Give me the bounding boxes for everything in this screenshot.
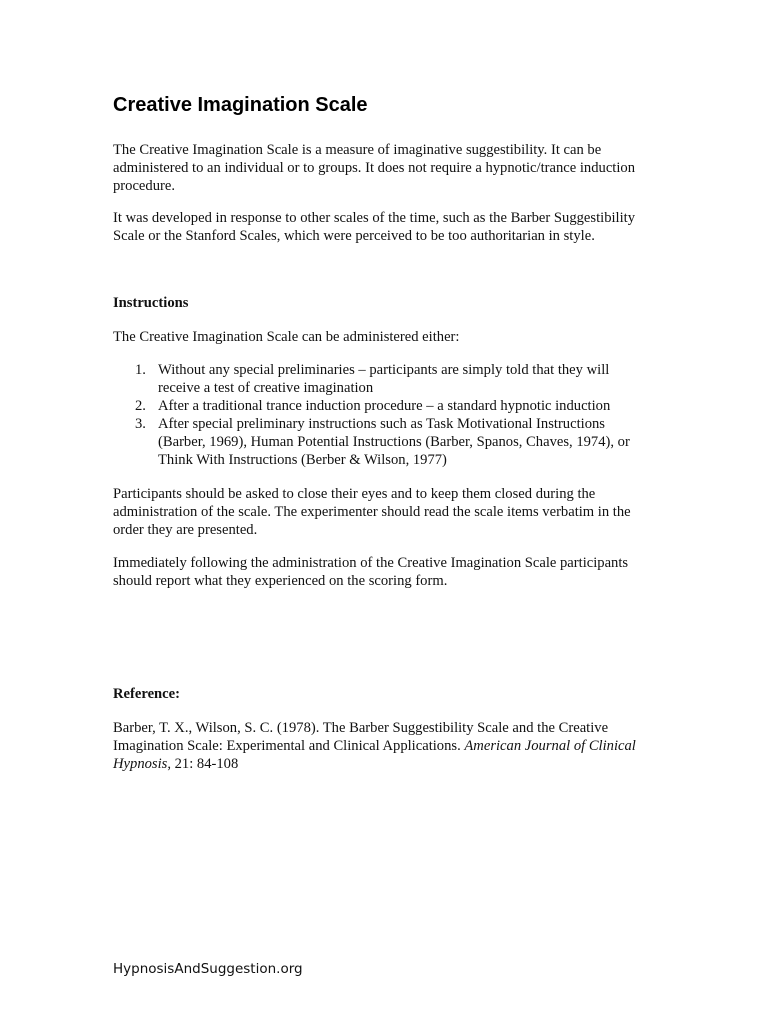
text-line: Scale or the Stanford Scales, which were perceived to be too authoritarian in style. [113,228,595,244]
text-line: administered to an individual or to groups. It does not require a hypnotic/trance induction [113,160,636,176]
instructions-lead [113,328,673,346]
text-line: administration of the scale. The experimenter should read the scale items verbatim in the [113,504,631,520]
text-line: After a traditional trance induction procedure – a standard hypnotic induction [158,398,611,414]
closing-paragraph-2 [113,554,673,590]
list-item [113,397,673,415]
text-line: After special preliminary instructions such as Task Motivational Instructions [158,416,605,432]
intro-paragraph-1 [113,141,673,195]
text-line: Think With Instructions (Berber & Wilson, 1977) [158,452,447,468]
list-item [113,361,673,397]
text-line: receive a test of creative imagination [158,380,374,396]
list-item-number: 3. [135,416,146,432]
citation-text: Imagination Scale: Experimental and Clinical Applications. [113,738,465,754]
document-title: Creative Imagination Scale [113,94,368,116]
citation-text: , 21: 84-108 [167,756,239,772]
closing-paragraph-1 [113,485,673,539]
reference-citation [113,719,673,773]
list-item [113,415,673,469]
text-line: Barber, T. X., Wilson, S. C. (1978). The Barber Suggestibility Scale and the Creative [113,720,609,736]
text-line: (Barber, 1969), Human Potential Instructions (Barber, Spanos, Chaves, 1974), or [158,434,630,450]
text-line [113,737,673,755]
list-item-number: 2. [135,398,146,414]
text-line: should report what they experienced on the scoring form. [113,573,448,589]
text-line: Without any special preliminaries – participants are simply told that they will [158,362,610,378]
footer-site-name: HypnosisAndSuggestion.org [113,961,303,977]
text-line: order they are presented. [113,522,258,538]
text-line: The Creative Imagination Scale can be administered either: [113,329,460,345]
journal-name: Hypnosis [113,756,168,772]
text-line: procedure. [113,178,175,194]
intro-paragraph-2 [113,209,673,245]
reference-heading: Reference: [113,686,180,702]
text-line [113,755,673,773]
journal-name: American Journal of Clinical [464,738,636,754]
text-line: The Creative Imagination Scale is a measure of imaginative suggestibility. It can be [113,142,602,158]
instructions-heading: Instructions [113,295,189,311]
list-item-number: 1. [135,362,146,378]
text-line: Participants should be asked to close their eyes and to keep them closed during the [113,486,596,502]
instructions-list [113,361,673,469]
text-line: Immediately following the administration of the Creative Imagination Scale participants [113,555,629,571]
text-line: It was developed in response to other scales of the time, such as the Barber Suggestibility [113,210,636,226]
